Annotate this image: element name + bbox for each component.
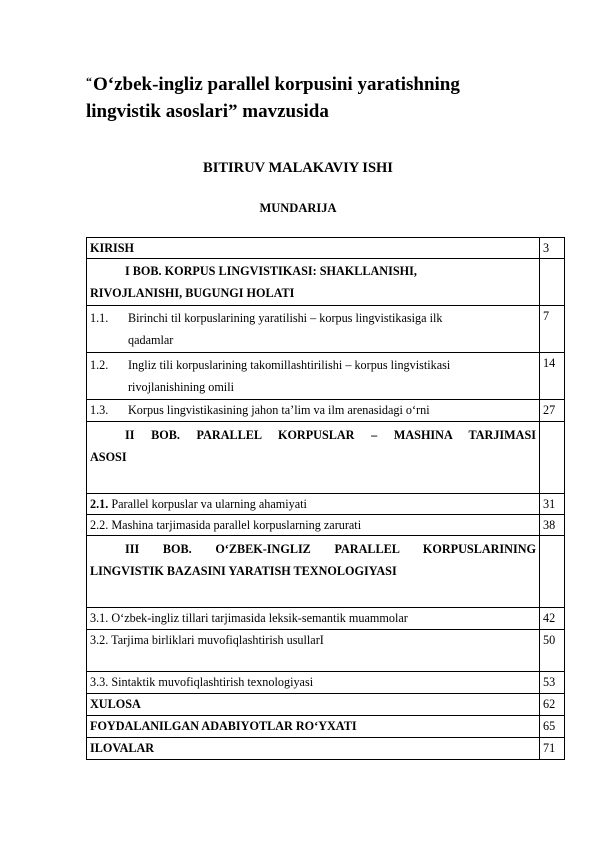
section-1-3-text: Korpus lingvistikasining jahon ta’lim va ilm arenasidagi o‘rni <box>128 403 430 417</box>
toc-row-3-1 <box>87 608 565 630</box>
section-1-1-line-1: Birinchi til korpuslarining yaratilishi – korpus lingvistikasiga ilk <box>128 311 443 325</box>
toc-row-2-1 <box>87 494 565 515</box>
section-1-2-line-1: Ingliz tili korpuslarining takomillashtirilishi – korpus lingvistikasi <box>128 358 451 372</box>
toc-entry-xulosa: XULOSA <box>87 694 540 716</box>
toc-row-xulosa <box>87 694 565 716</box>
contents-heading: MUNDARIJA <box>259 201 337 215</box>
toc-page-1-1: 7 <box>540 306 565 353</box>
document-title <box>86 68 526 125</box>
toc-page-ilovalar: 71 <box>540 738 565 760</box>
toc-row-chapter-2 <box>87 422 565 494</box>
section-number: 2.1. <box>90 497 109 511</box>
toc-page-kirish: 3 <box>540 238 565 259</box>
chapter-1-line-2: RIVOJLANISHI, BUGUNGI HOLATI <box>90 286 295 300</box>
section-number: 1.3. <box>90 403 109 417</box>
chapter-3-line-1: III BOB. O‘ZBEK-INGLIZ PARALLEL KORPUSLARINING <box>125 542 536 556</box>
toc-row-3-3 <box>87 672 565 694</box>
table-of-contents <box>86 237 565 760</box>
chapter-3-line-2: LINGVISTIK BAZASINI YARATISH TEXNOLOGIYASI <box>90 564 397 578</box>
toc-row-ilovalar <box>87 738 565 760</box>
toc-row-kirish <box>87 238 565 259</box>
toc-row-chapter-1 <box>87 259 565 306</box>
toc-entry-ilovalar: ILOVALAR <box>87 738 540 760</box>
title-line-2: lingvistik asoslari” mavzusida <box>86 101 329 122</box>
toc-page-chapter-3 <box>540 536 565 608</box>
section-number: 1.2. <box>90 358 109 372</box>
section-1-2-line-2: rivojlanishining omili <box>128 380 234 394</box>
toc-entry-adabiyotlar: FOYDALANILGAN ADABIYOTLAR RO‘YXATI <box>87 716 540 738</box>
toc-page-chapter-2 <box>540 422 565 494</box>
toc-row-1-2 <box>87 353 565 400</box>
title-open-quote: “ <box>86 74 92 88</box>
toc-page-chapter-1 <box>540 259 565 306</box>
toc-entry-chapter-3 <box>87 536 540 608</box>
toc-row-adabiyotlar <box>87 716 565 738</box>
section-number: 1.1. <box>90 311 109 325</box>
toc-row-1-3 <box>87 400 565 422</box>
toc-page-1-3: 27 <box>540 400 565 422</box>
toc-row-1-1 <box>87 306 565 353</box>
toc-entry-3-3: 3.3. Sintaktik muvofiqlashtirish texnologiyasi <box>87 672 540 694</box>
toc-page-xulosa: 62 <box>540 694 565 716</box>
toc-page-1-2: 14 <box>540 353 565 400</box>
toc-entry-1-2 <box>87 353 540 400</box>
section-2-1-text: Parallel korpuslar va ularning ahamiyati <box>111 497 307 511</box>
toc-entry-chapter-2 <box>87 422 540 494</box>
chapter-1-line-1: I BOB. KORPUS LINGVISTIKASI: SHAKLLANISHI, <box>125 264 417 278</box>
toc-entry-3-2: 3.2. Tarjima birliklari muvofiqlashtirish usullarI <box>87 630 540 672</box>
toc-page-2-1: 31 <box>540 494 565 515</box>
toc-entry-2-1 <box>87 494 540 515</box>
toc-page-adabiyotlar: 65 <box>540 716 565 738</box>
toc-page-3-3: 53 <box>540 672 565 694</box>
toc-entry-chapter-1 <box>87 259 540 306</box>
toc-page-3-1: 42 <box>540 608 565 630</box>
toc-row-chapter-3 <box>87 536 565 608</box>
toc-page-2-2: 38 <box>540 515 565 536</box>
toc-entry-1-3 <box>87 400 540 422</box>
chapter-2-line-2: ASOSI <box>90 450 127 464</box>
toc-row-3-2 <box>87 630 565 672</box>
toc-entry-2-2: 2.2. Mashina tarjimasida parallel korpuslarning zarurati <box>87 515 540 536</box>
toc-row-2-2 <box>87 515 565 536</box>
document-subtitle: BITIRUV MALAKAVIY ISHI <box>203 160 393 176</box>
title-line-1: O‘zbek-ingliz parallel korpusini yaratishning <box>93 74 460 95</box>
toc-entry-kirish: KIRISH <box>87 238 540 259</box>
toc-entry-1-1 <box>87 306 540 353</box>
section-1-1-line-2: qadamlar <box>128 333 174 347</box>
chapter-2-line-1: II BOB. PARALLEL KORPUSLAR – MASHINA TARJIMASI <box>125 428 536 442</box>
toc-page-3-2: 50 <box>540 630 565 672</box>
toc-entry-3-1: 3.1. O‘zbek-ingliz tillari tarjimasida leksik-semantik muammolar <box>87 608 540 630</box>
